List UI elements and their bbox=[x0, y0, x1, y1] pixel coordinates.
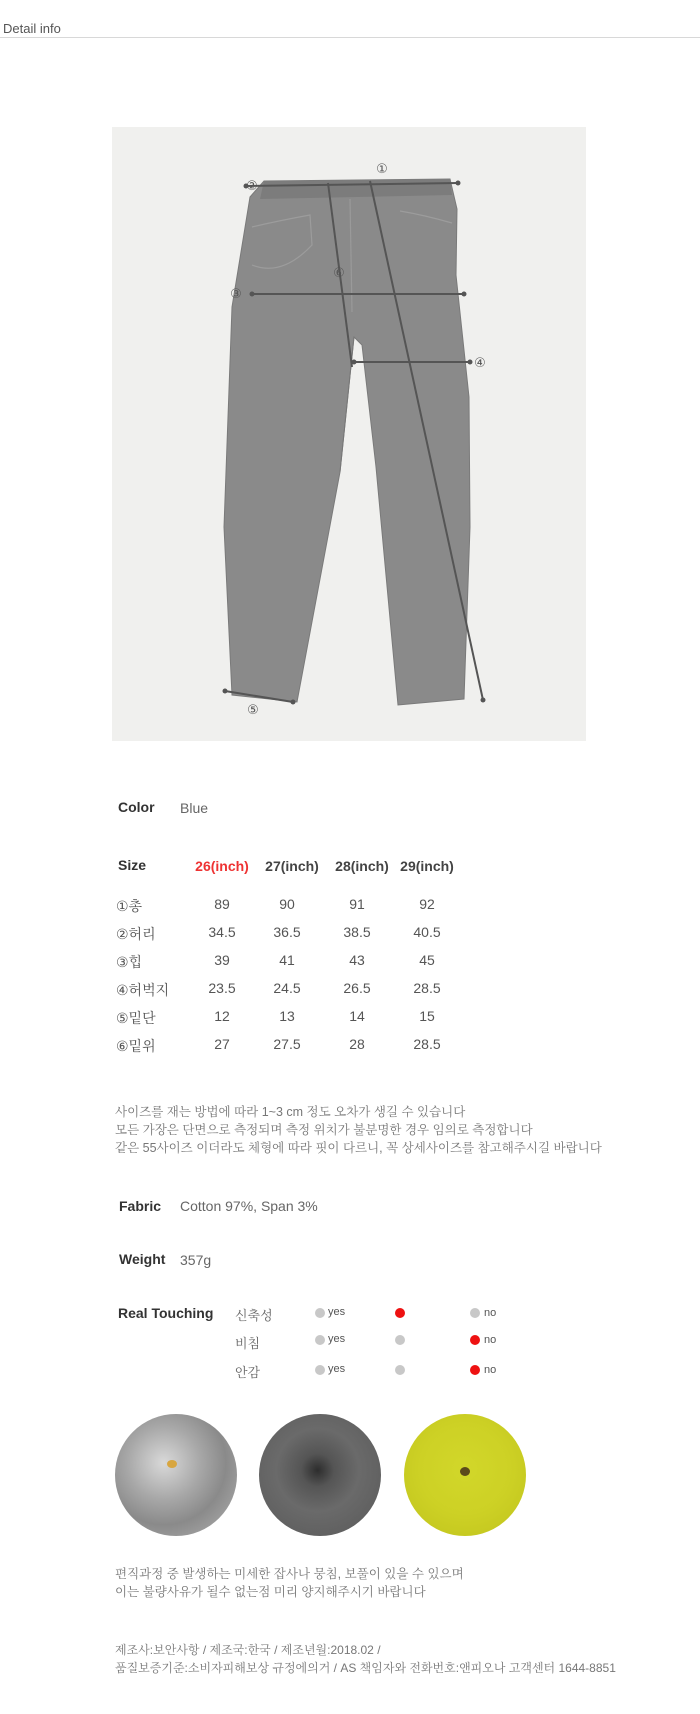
size-column-header: 26(inch) bbox=[195, 858, 249, 874]
size-cell: 36.5 bbox=[273, 924, 301, 940]
size-cell: 34.5 bbox=[208, 924, 236, 940]
touch-row-label: 신축성 bbox=[235, 1308, 273, 1323]
size-cell: 92 bbox=[419, 896, 435, 912]
size-note-line: 같은 55사이즈 이더라도 체형에 따라 핏이 다르니, 꼭 상세사이즈를 참고해주시길 바랍니다 bbox=[115, 1141, 602, 1155]
size-cell: 45 bbox=[419, 952, 435, 968]
size-cell: 26.5 bbox=[343, 980, 371, 996]
scale-dot-yes bbox=[315, 1335, 325, 1345]
touch-row-label: 안감 bbox=[235, 1365, 261, 1380]
size-row-label: ②허리 bbox=[116, 926, 156, 942]
scale-dot-yes bbox=[315, 1308, 325, 1318]
waist-end-dot bbox=[456, 181, 461, 186]
knit-closeup-yellow bbox=[404, 1414, 526, 1536]
footer-line: 제조사:보안사항 / 제조국:한국 / 제조년월:2018.02 / bbox=[115, 1643, 381, 1657]
jeans-silhouette bbox=[224, 179, 470, 705]
hip-end-dot bbox=[250, 292, 255, 297]
size-row-label: ③힙 bbox=[116, 954, 143, 970]
hem-end-dot bbox=[291, 700, 296, 705]
size-cell: 15 bbox=[419, 1008, 435, 1024]
size-cell: 41 bbox=[279, 952, 295, 968]
slub-spot bbox=[167, 1460, 177, 1468]
scale-yes-label: yes bbox=[328, 1363, 346, 1375]
size-note-line: 모든 가장은 단면으로 측정되며 측정 위치가 불분명한 경우 임의로 측정합니다 bbox=[115, 1123, 533, 1137]
scale-no-label: no bbox=[484, 1334, 497, 1346]
size-cell: 27 bbox=[214, 1036, 230, 1052]
scale-dot-yes bbox=[315, 1365, 325, 1375]
size-cell: 38.5 bbox=[343, 924, 371, 940]
thigh-end-dot bbox=[468, 360, 473, 365]
page-title: Detail info bbox=[3, 21, 61, 36]
fabric-label: Fabric bbox=[119, 1198, 162, 1214]
size-cell: 12 bbox=[214, 1008, 230, 1024]
size-cell: 28.5 bbox=[413, 1036, 441, 1052]
total-end-dot bbox=[481, 698, 486, 703]
size-label: Size bbox=[118, 857, 147, 873]
size-cell: 43 bbox=[349, 952, 365, 968]
jeans-diagram bbox=[112, 127, 586, 741]
size-cell: 91 bbox=[349, 896, 365, 912]
footer-line: 품질보증기준:소비자피해보상 규정에의거 / AS 책임자와 전화번호:앤피오나 고객센터 1644-8851 bbox=[115, 1661, 616, 1675]
size-cell: 23.5 bbox=[208, 980, 236, 996]
hip-end-dot bbox=[462, 292, 467, 297]
footer-info bbox=[115, 1641, 695, 1677]
thigh-end-dot bbox=[352, 360, 357, 365]
size-column-header: 29(inch) bbox=[400, 858, 454, 874]
scale-dot-middle-selected bbox=[395, 1308, 405, 1318]
size-notes bbox=[115, 1103, 695, 1157]
weight-value: 357g bbox=[180, 1252, 212, 1268]
marker-5: ⑤ bbox=[247, 703, 259, 718]
color-label: Color bbox=[118, 799, 155, 815]
knit-note-line: 이는 불량사유가 될수 없는점 미리 양지해주시기 바랍니다 bbox=[115, 1585, 426, 1599]
size-column-header: 27(inch) bbox=[265, 858, 319, 874]
scale-no-label: no bbox=[484, 1364, 497, 1376]
product-measurement-photo bbox=[112, 127, 586, 741]
size-cell: 24.5 bbox=[273, 980, 301, 996]
marker-3: ③ bbox=[230, 287, 242, 302]
hem-end-dot bbox=[223, 689, 228, 694]
fabric-value: Cotton 97%, Span 3% bbox=[180, 1198, 318, 1214]
scale-dot-middle bbox=[395, 1335, 405, 1345]
real-touching-label: Real Touching bbox=[118, 1305, 214, 1321]
size-cell: 90 bbox=[279, 896, 295, 912]
knit-note-line: 편직과정 중 발생하는 미세한 잡사나 뭉침, 보풀이 있을 수 있으며 bbox=[115, 1567, 464, 1581]
header-divider bbox=[0, 37, 700, 38]
size-note-line: 사이즈를 재는 방법에 따라 1~3 cm 정도 오차가 생길 수 있습니다 bbox=[115, 1105, 466, 1119]
size-cell: 27.5 bbox=[273, 1036, 301, 1052]
color-value: Blue bbox=[180, 800, 209, 816]
size-column-header: 28(inch) bbox=[335, 858, 389, 874]
scale-yes-label: yes bbox=[328, 1306, 346, 1318]
size-cell: 40.5 bbox=[413, 924, 441, 940]
scale-no-label: no bbox=[484, 1307, 497, 1319]
knit-notes bbox=[115, 1565, 695, 1601]
knit-closeup-charcoal bbox=[259, 1414, 381, 1536]
marker-2: ② bbox=[246, 179, 258, 194]
marker-1: ① bbox=[376, 162, 388, 177]
header-bar bbox=[0, 0, 700, 40]
slub-spot bbox=[460, 1467, 470, 1476]
size-cell: 13 bbox=[279, 1008, 295, 1024]
size-row-label: ④허벅지 bbox=[116, 982, 170, 998]
marker-6: ⑥ bbox=[333, 266, 345, 281]
size-cell: 28 bbox=[349, 1036, 365, 1052]
size-row-label: ⑤밑단 bbox=[116, 1010, 156, 1026]
touch-row-label: 비침 bbox=[235, 1336, 261, 1351]
scale-dot-no bbox=[470, 1308, 480, 1318]
scale-dot-no-selected bbox=[470, 1335, 480, 1345]
marker-4: ④ bbox=[474, 356, 486, 371]
size-cell: 14 bbox=[349, 1008, 365, 1024]
size-row-label: ⑥밑위 bbox=[116, 1038, 156, 1054]
size-row-label: ①총 bbox=[116, 898, 143, 914]
knit-closeup-gray bbox=[115, 1414, 237, 1536]
weight-label: Weight bbox=[119, 1251, 166, 1267]
scale-dot-no-selected bbox=[470, 1365, 480, 1375]
scale-yes-label: yes bbox=[328, 1333, 346, 1345]
size-cell: 39 bbox=[214, 952, 230, 968]
size-cell: 89 bbox=[214, 896, 230, 912]
scale-dot-middle bbox=[395, 1365, 405, 1375]
size-cell: 28.5 bbox=[413, 980, 441, 996]
